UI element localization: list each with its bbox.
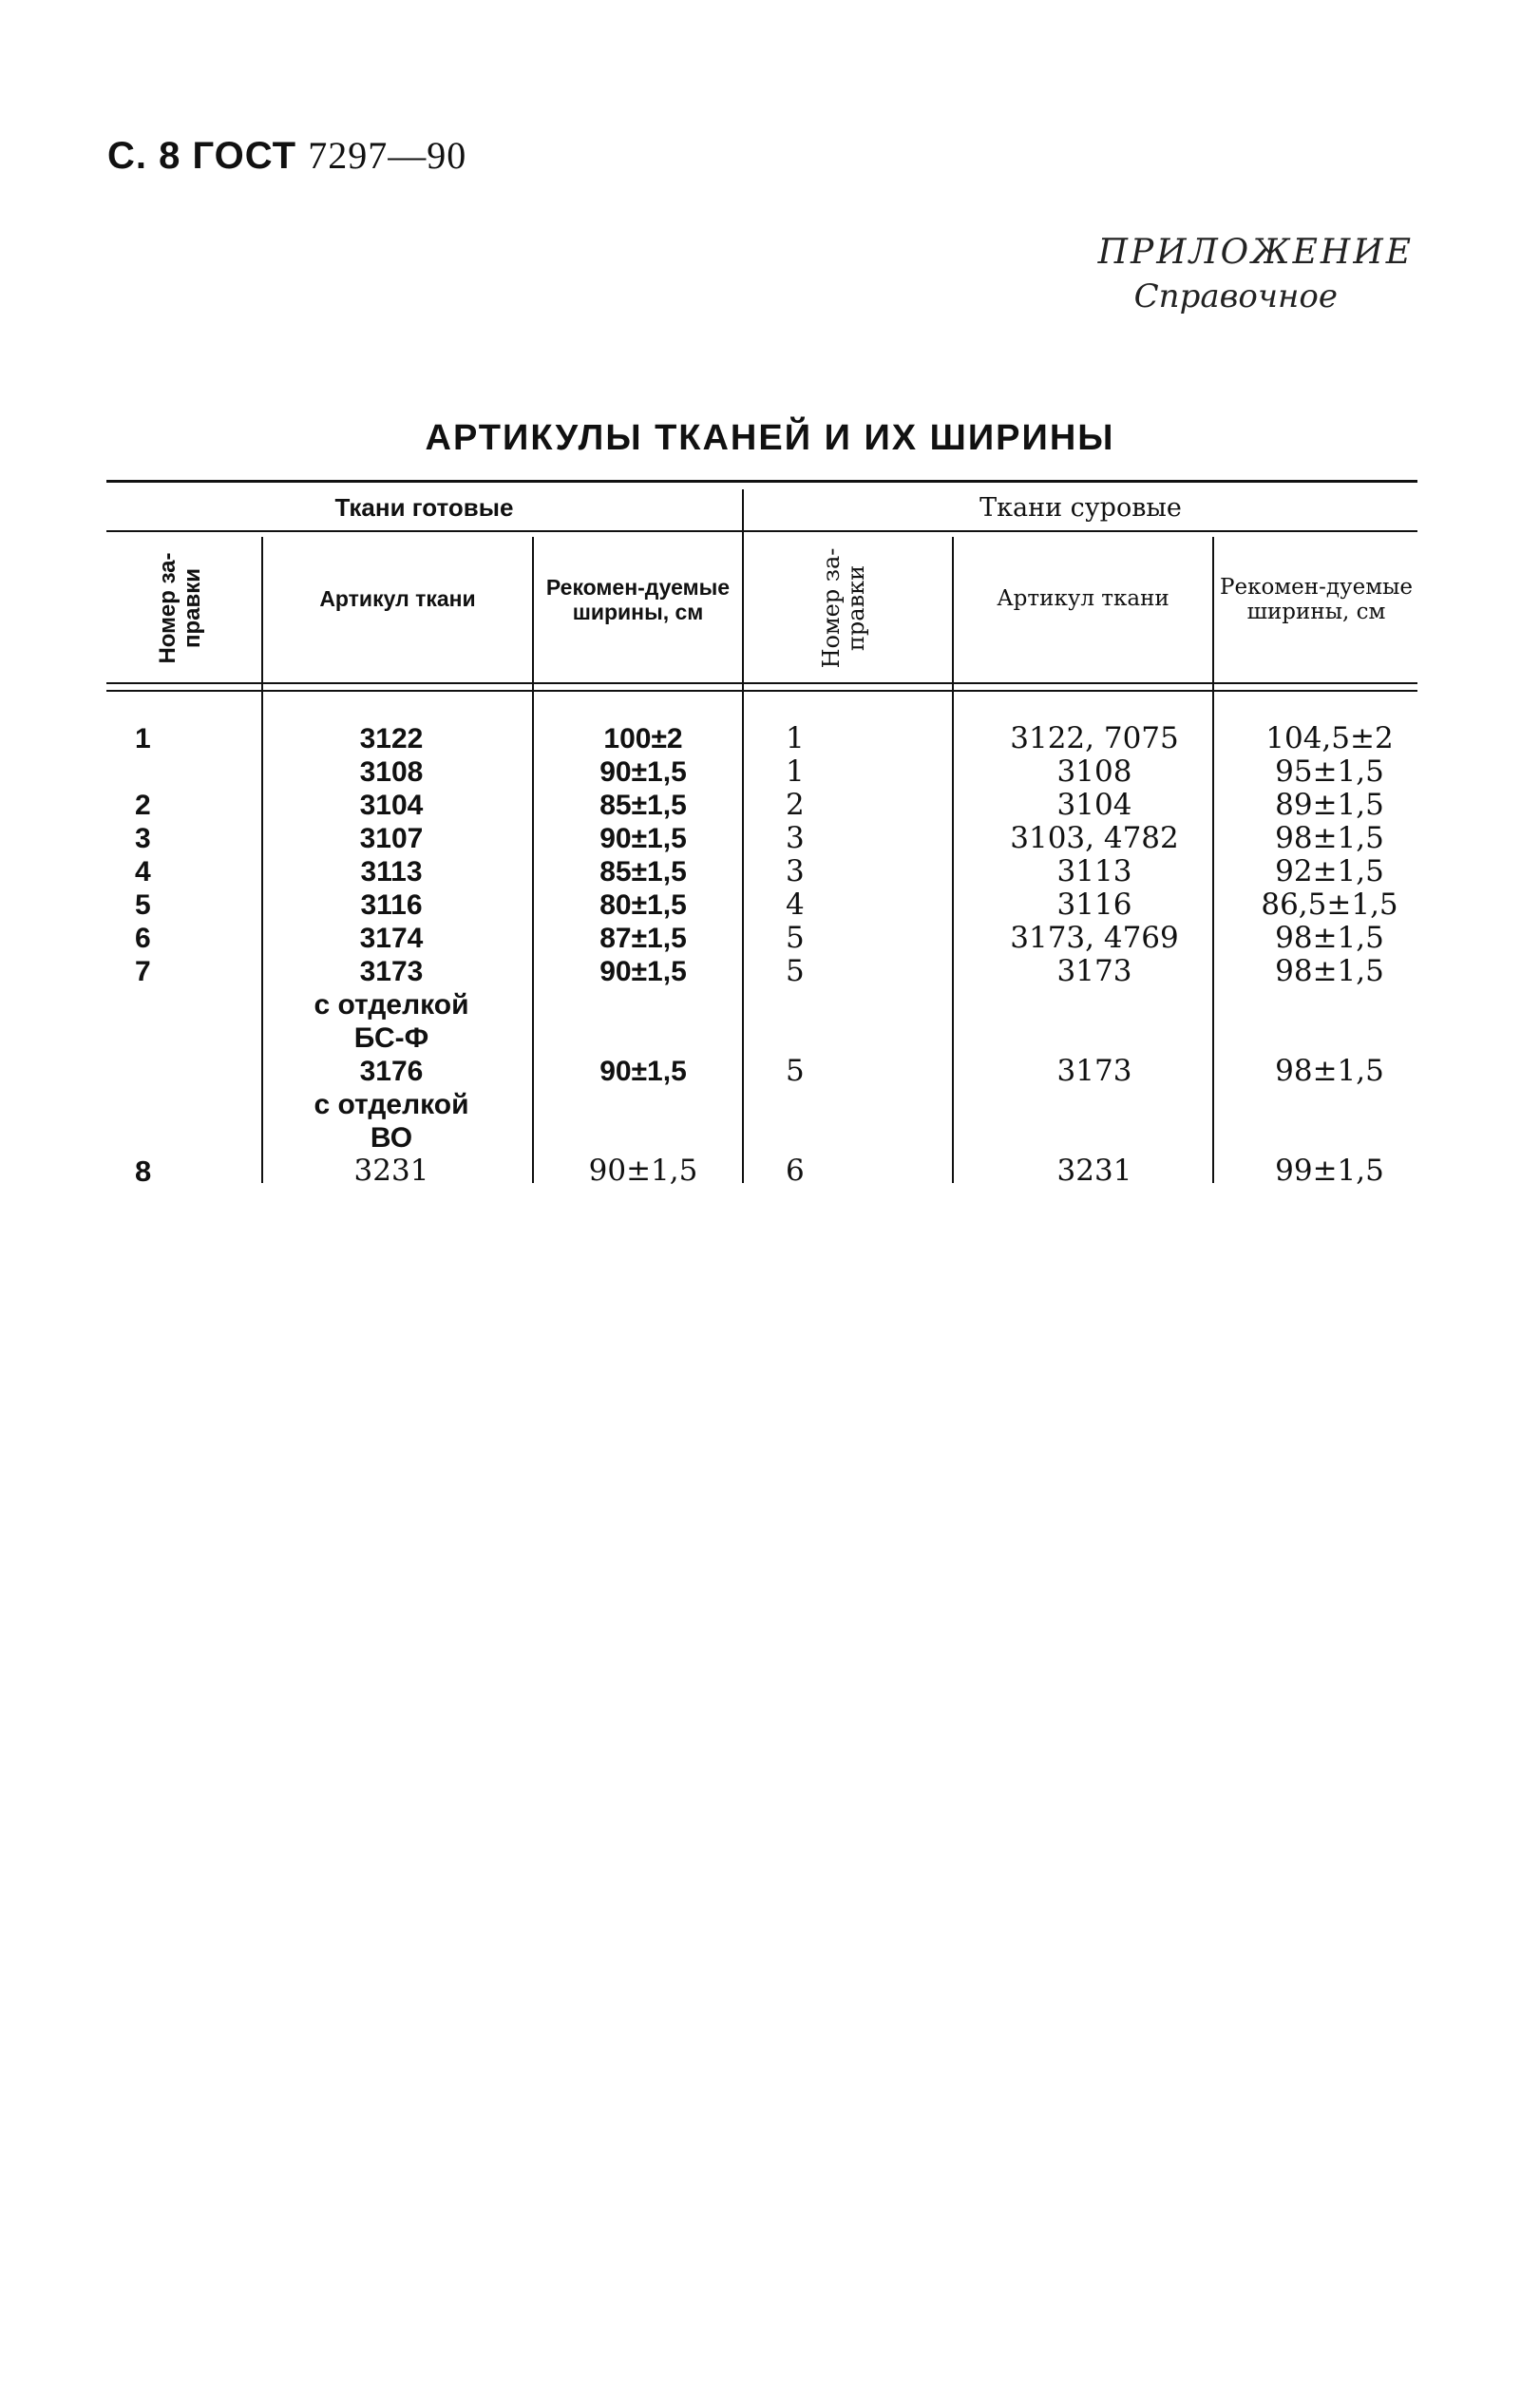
header-bottom-rule-2 [106, 690, 1417, 692]
cell-amend-finished: 8 [135, 1155, 152, 1188]
cell-width-raw [1242, 1021, 1417, 1055]
cell-amend-finished: 3 [135, 823, 151, 854]
col-article-raw: Артикул ткани [997, 586, 1169, 611]
cell-amend-raw: 3 [786, 854, 805, 888]
cell-amend-raw: 5 [786, 921, 805, 955]
cell-amend-finished: 1 [135, 723, 151, 754]
cell-amend-finished [135, 988, 173, 1021]
cell-amend-finished [135, 1021, 173, 1055]
appendix-subtitle: Справочное [1133, 277, 1338, 315]
cell-width-raw: 104,5±2 [1265, 721, 1394, 755]
cell-width-raw: 98±1,5 [1275, 1054, 1384, 1088]
cell-article-finished: 3108 [359, 756, 424, 788]
cell-amend-raw: 5 [786, 1054, 805, 1088]
table-row [106, 955, 1417, 988]
table-row [106, 755, 1417, 789]
table-row [106, 988, 1417, 1021]
cell-width-finished: 100±2 [603, 723, 683, 754]
cell-width-raw: 95±1,5 [1275, 754, 1384, 789]
cell-amend-raw [786, 988, 833, 1021]
table-row [106, 1155, 1417, 1188]
cell-article-raw: 3231 [1056, 1154, 1132, 1188]
cell-article-raw: 3173 [1056, 954, 1132, 988]
cell-width-finished: 90±1,5 [599, 823, 687, 854]
cell-article-raw [952, 1021, 1237, 1055]
cell-width-raw [1242, 988, 1417, 1021]
cell-width-raw: 99±1,5 [1275, 1154, 1384, 1188]
cell-width-finished [524, 1088, 762, 1121]
table-row [106, 1021, 1417, 1055]
cell-amend-finished: 2 [135, 790, 151, 821]
header-prefix: С. 8 ГОСТ [107, 135, 297, 177]
cell-amend-finished: 4 [135, 856, 151, 888]
cell-width-finished [524, 1121, 762, 1155]
cell-article-raw: 3104 [1056, 788, 1132, 822]
table-row [106, 1121, 1417, 1155]
cell-article-raw: 3108 [1056, 754, 1132, 789]
col-amend-raw: Номер за-правки [818, 547, 869, 669]
cell-amend-raw [786, 1088, 833, 1121]
cell-article-finished: с отделкой [314, 1089, 469, 1120]
cell-article-raw: 3113 [1056, 854, 1132, 888]
standard-number: 7297—90 [308, 134, 467, 177]
cell-article-finished: 3176 [359, 1056, 424, 1087]
cell-amend-finished [135, 1121, 173, 1155]
cell-article-finished: 3113 [360, 856, 423, 888]
cell-amend-raw: 3 [786, 821, 805, 855]
col-amend-finished: Номер за-правки [155, 552, 205, 664]
table-row [106, 888, 1417, 922]
header-bottom-rule-1 [106, 682, 1417, 684]
table-row [106, 822, 1417, 855]
cell-article-finished: 3116 [360, 889, 423, 921]
cell-amend-raw [786, 1021, 833, 1055]
cell-amend-finished [135, 1088, 173, 1121]
cell-width-raw [1242, 1088, 1417, 1121]
cell-width-finished [524, 988, 762, 1021]
cell-width-raw: 86,5±1,5 [1261, 888, 1398, 922]
cell-amend-raw [786, 1121, 833, 1155]
cell-amend-raw: 1 [786, 721, 805, 755]
group-header-rule [106, 530, 1417, 532]
cell-article-raw: 3103, 4782 [1010, 821, 1179, 855]
cell-width-finished: 90±1,5 [599, 956, 687, 987]
cell-article-finished: с отделкой [314, 989, 469, 1021]
cell-amend-finished: 7 [135, 956, 151, 987]
cell-article-finished: 3107 [359, 823, 424, 854]
cell-article-finished: 3174 [359, 923, 424, 954]
table-row [106, 722, 1417, 755]
cell-article-finished: 3173 [359, 956, 424, 987]
group-raw: Ткани суровые [979, 493, 1182, 523]
cell-article-finished: ВО [370, 1122, 413, 1154]
fabric-articles-table [106, 480, 1417, 1240]
appendix-title: ПРИЛОЖЕНИЕ [1097, 233, 1414, 272]
cell-article-raw: 3116 [1056, 888, 1132, 922]
cell-article-raw: 3173, 4769 [1010, 921, 1179, 955]
table-row [106, 1055, 1417, 1088]
cell-width-finished: 87±1,5 [599, 923, 687, 954]
table-top-rule [106, 480, 1417, 483]
cell-width-finished: 80±1,5 [599, 889, 687, 921]
table-row [106, 789, 1417, 822]
cell-article-raw [952, 1088, 1237, 1121]
cell-width-finished: 90±1,5 [588, 1154, 698, 1188]
cell-width-raw: 98±1,5 [1275, 921, 1384, 955]
cell-width-finished [524, 1021, 762, 1055]
cell-width-raw: 98±1,5 [1275, 954, 1384, 988]
group-finished: Ткани готовые [334, 493, 514, 522]
col-width-finished: Рекомен-дуемые ширины, см [545, 575, 731, 624]
page-header [107, 133, 466, 178]
cell-width-finished: 85±1,5 [599, 790, 687, 821]
cell-width-raw: 92±1,5 [1275, 854, 1384, 888]
cell-article-raw [952, 988, 1237, 1021]
cell-article-finished: БС-Ф [353, 1022, 429, 1054]
cell-amend-raw: 4 [786, 888, 805, 922]
cell-amend-raw: 6 [786, 1154, 805, 1188]
cell-width-finished: 90±1,5 [599, 756, 687, 788]
cell-width-finished: 85±1,5 [599, 856, 687, 888]
cell-article-raw: 3122, 7075 [1010, 721, 1179, 755]
cell-article-finished: 3122 [359, 723, 424, 754]
col-article-finished: Артикул ткани [319, 586, 476, 611]
table-row [106, 922, 1417, 955]
cell-width-raw: 89±1,5 [1275, 788, 1384, 822]
table-row [106, 1088, 1417, 1121]
cell-amend-finished: 5 [135, 889, 151, 921]
cell-article-raw [952, 1121, 1237, 1155]
cell-amend-finished: 6 [135, 923, 151, 954]
cell-amend-raw: 1 [786, 754, 805, 789]
table-title: АРТИКУЛЫ ТКАНЕЙ И ИХ ШИРИНЫ [425, 418, 1115, 458]
cell-article-finished: 3231 [353, 1154, 429, 1188]
cell-width-raw [1242, 1121, 1417, 1155]
col-width-raw: Рекомен-дуемые ширины, см [1219, 575, 1414, 624]
cell-article-finished: 3104 [359, 790, 424, 821]
cell-width-finished: 90±1,5 [599, 1056, 687, 1087]
cell-width-raw: 98±1,5 [1275, 821, 1384, 855]
cell-amend-finished [135, 1055, 173, 1088]
cell-amend-raw: 5 [786, 954, 805, 988]
cell-amend-raw: 2 [786, 788, 805, 822]
cell-amend-finished [135, 755, 173, 789]
cell-article-raw: 3173 [1056, 1054, 1132, 1088]
table-row [106, 855, 1417, 888]
